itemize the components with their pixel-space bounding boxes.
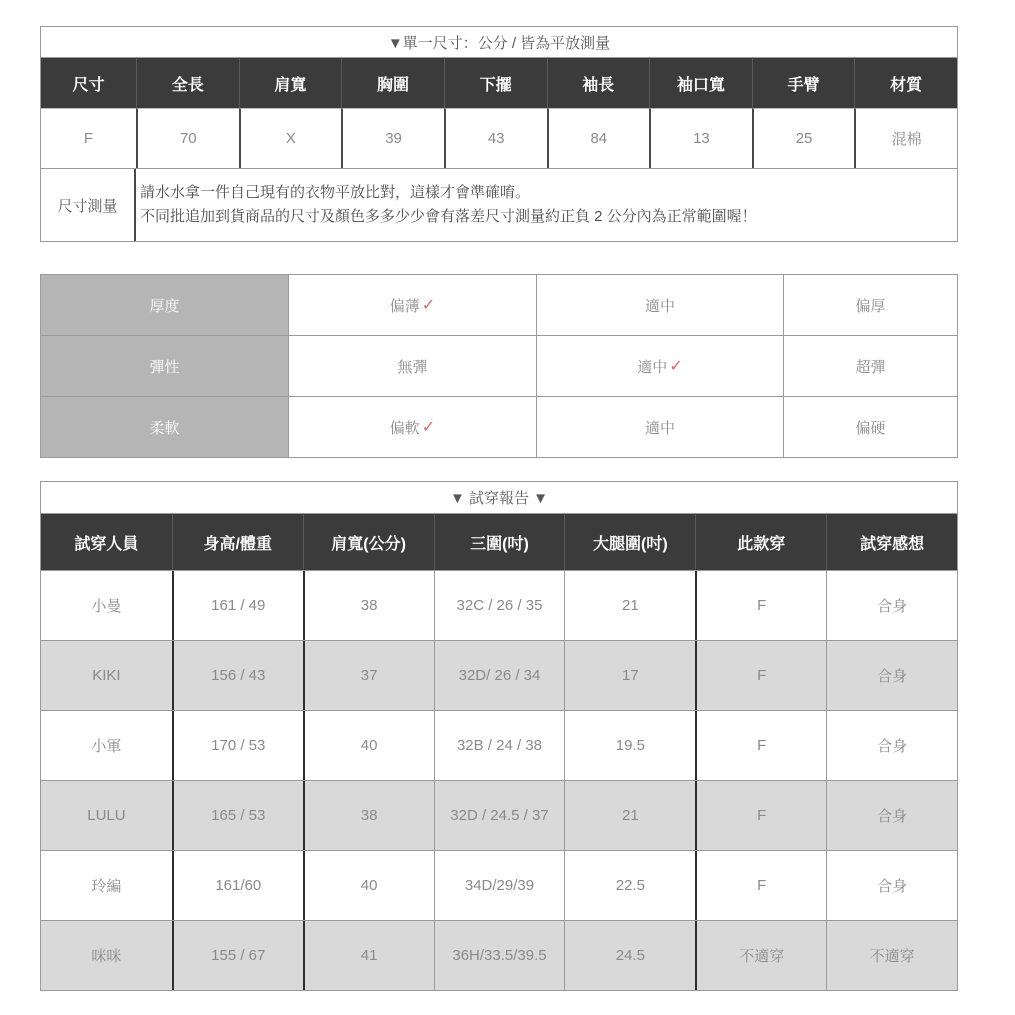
fitting-column-header: 試穿人員	[41, 513, 172, 570]
size-value-cell: F	[41, 108, 136, 168]
fitting-cell: 合身	[826, 641, 957, 710]
fitting-cell: 合身	[826, 711, 957, 780]
fitting-cell: 17	[564, 641, 695, 710]
attribute-option-text: 無彈	[397, 358, 428, 376]
size-value-cell: 70	[136, 108, 239, 168]
attribute-option	[783, 397, 957, 457]
fitting-column-header: 大腿圍(吋)	[564, 513, 695, 570]
size-table-value-row	[41, 108, 957, 168]
size-column-header: 肩寬	[239, 57, 342, 108]
attribute-option-text: 適中	[644, 419, 675, 437]
fitting-row	[41, 710, 957, 780]
fitting-row	[41, 850, 957, 920]
fitting-cell: 40	[303, 711, 434, 780]
attribute-row	[41, 396, 957, 457]
fitting-cell: 170 / 53	[172, 711, 303, 780]
attribute-option	[783, 336, 957, 396]
size-column-header: 手臂	[752, 57, 855, 108]
fitting-cell: KIKI	[41, 641, 172, 710]
fitting-cell: 37	[303, 641, 434, 710]
check-icon: ✓	[421, 297, 436, 314]
fitting-cell: F	[695, 711, 826, 780]
fitting-cell: F	[695, 571, 826, 640]
size-table-title: ▼單一尺寸：公分 / 皆為平放測量	[387, 34, 611, 52]
check-icon: ✓	[421, 419, 436, 436]
fitting-cell: 不適穿	[695, 921, 826, 990]
fitting-column-header: 肩寬(公分)	[303, 513, 434, 570]
fitting-column-header: 三圍(吋)	[434, 513, 565, 570]
fitting-cell: F	[695, 641, 826, 710]
attribute-table	[40, 274, 958, 458]
fitting-cell: 21	[564, 781, 695, 850]
attribute-option	[536, 397, 783, 457]
fitting-cell: 32B / 24 / 38	[434, 711, 565, 780]
fitting-cell: 40	[303, 851, 434, 920]
size-note-label: 尺寸測量	[41, 169, 136, 241]
attribute-label: 彈性	[41, 336, 288, 396]
attribute-option-text: 偏軟	[389, 419, 420, 437]
size-value-cell: X	[239, 108, 342, 168]
fitting-column-header: 身高/體重	[172, 513, 303, 570]
fitting-cell: 玲編	[41, 851, 172, 920]
size-value-cell: 13	[649, 108, 752, 168]
fitting-cell: 咪咪	[41, 921, 172, 990]
fitting-cell: 165 / 53	[172, 781, 303, 850]
size-column-header: 尺寸	[41, 57, 136, 108]
size-column-header: 胸圍	[341, 57, 444, 108]
attribute-label: 柔軟	[41, 397, 288, 457]
attribute-option-text: 適中	[644, 297, 675, 315]
size-note-row	[41, 168, 957, 241]
size-table	[40, 26, 958, 242]
size-table-header-row	[41, 57, 957, 108]
size-column-header: 下擺	[444, 57, 547, 108]
fitting-cell: 32C / 26 / 35	[434, 571, 565, 640]
fitting-cell: 32D/ 26 / 34	[434, 641, 565, 710]
attribute-option	[288, 397, 536, 457]
fitting-row	[41, 570, 957, 640]
size-value-cell: 25	[752, 108, 855, 168]
fitting-cell: 小曼	[41, 571, 172, 640]
attribute-option-text: 偏薄	[389, 297, 420, 315]
size-value-cell: 43	[444, 108, 547, 168]
size-column-header: 袖長	[547, 57, 650, 108]
attribute-option	[288, 275, 536, 335]
size-value-cell: 39	[341, 108, 444, 168]
size-note-line-2: 不同批追加到貨商品的尺寸及顏色多多少少會有落差尺寸測量約正負 2 公分內為正常範圍喔！	[140, 208, 757, 225]
fitting-header-row	[41, 513, 957, 570]
fitting-cell: 合身	[826, 851, 957, 920]
fitting-row	[41, 920, 957, 990]
fitting-cell: 38	[303, 571, 434, 640]
size-note-text	[136, 169, 957, 241]
fitting-cell: F	[695, 851, 826, 920]
attribute-row	[41, 335, 957, 396]
fitting-cell: 小軍	[41, 711, 172, 780]
fitting-table-body	[41, 570, 957, 990]
attribute-label: 厚度	[41, 275, 288, 335]
fitting-column-header: 此款穿	[695, 513, 826, 570]
size-column-header: 全長	[136, 57, 239, 108]
fitting-cell: 38	[303, 781, 434, 850]
fitting-cell: 24.5	[564, 921, 695, 990]
fitting-cell: F	[695, 781, 826, 850]
attribute-option-text: 超彈	[855, 358, 886, 376]
fitting-table-title: ▼ 試穿報告 ▼	[449, 490, 549, 507]
fitting-cell: 32D / 24.5 / 37	[434, 781, 565, 850]
fitting-cell: LULU	[41, 781, 172, 850]
fitting-cell: 22.5	[564, 851, 695, 920]
fitting-cell: 156 / 43	[172, 641, 303, 710]
attribute-option	[536, 275, 783, 335]
size-value-cell: 混棉	[854, 108, 957, 168]
fitting-cell: 合身	[826, 781, 957, 850]
attribute-option	[288, 336, 536, 396]
fitting-row	[41, 780, 957, 850]
fitting-cell: 21	[564, 571, 695, 640]
fitting-cell: 不適穿	[826, 921, 957, 990]
fitting-cell: 34D/29/39	[434, 851, 565, 920]
fitting-cell: 36H/33.5/39.5	[434, 921, 565, 990]
check-icon: ✓	[669, 358, 683, 375]
fitting-row	[41, 640, 957, 710]
attribute-option-text: 偏硬	[855, 419, 886, 437]
fitting-cell: 41	[303, 921, 434, 990]
fitting-column-header: 試穿感想	[826, 513, 957, 570]
size-column-header: 袖口寬	[649, 57, 752, 108]
fitting-cell: 161 / 49	[172, 571, 303, 640]
fitting-cell: 161/60	[172, 851, 303, 920]
attribute-option-text: 偏厚	[855, 297, 886, 315]
size-column-header: 材質	[854, 57, 957, 108]
size-note-line-1: 請水水拿一件自己現有的衣物平放比對，這樣才會準確唷。	[140, 184, 531, 201]
size-value-cell: 84	[547, 108, 650, 168]
attribute-option-text: 適中	[637, 358, 668, 376]
fitting-cell: 19.5	[564, 711, 695, 780]
fitting-cell: 合身	[826, 571, 957, 640]
attribute-row	[41, 275, 957, 335]
attribute-option	[783, 275, 957, 335]
fitting-table	[40, 481, 958, 991]
fitting-cell: 155 / 67	[172, 921, 303, 990]
attribute-option	[536, 336, 783, 396]
